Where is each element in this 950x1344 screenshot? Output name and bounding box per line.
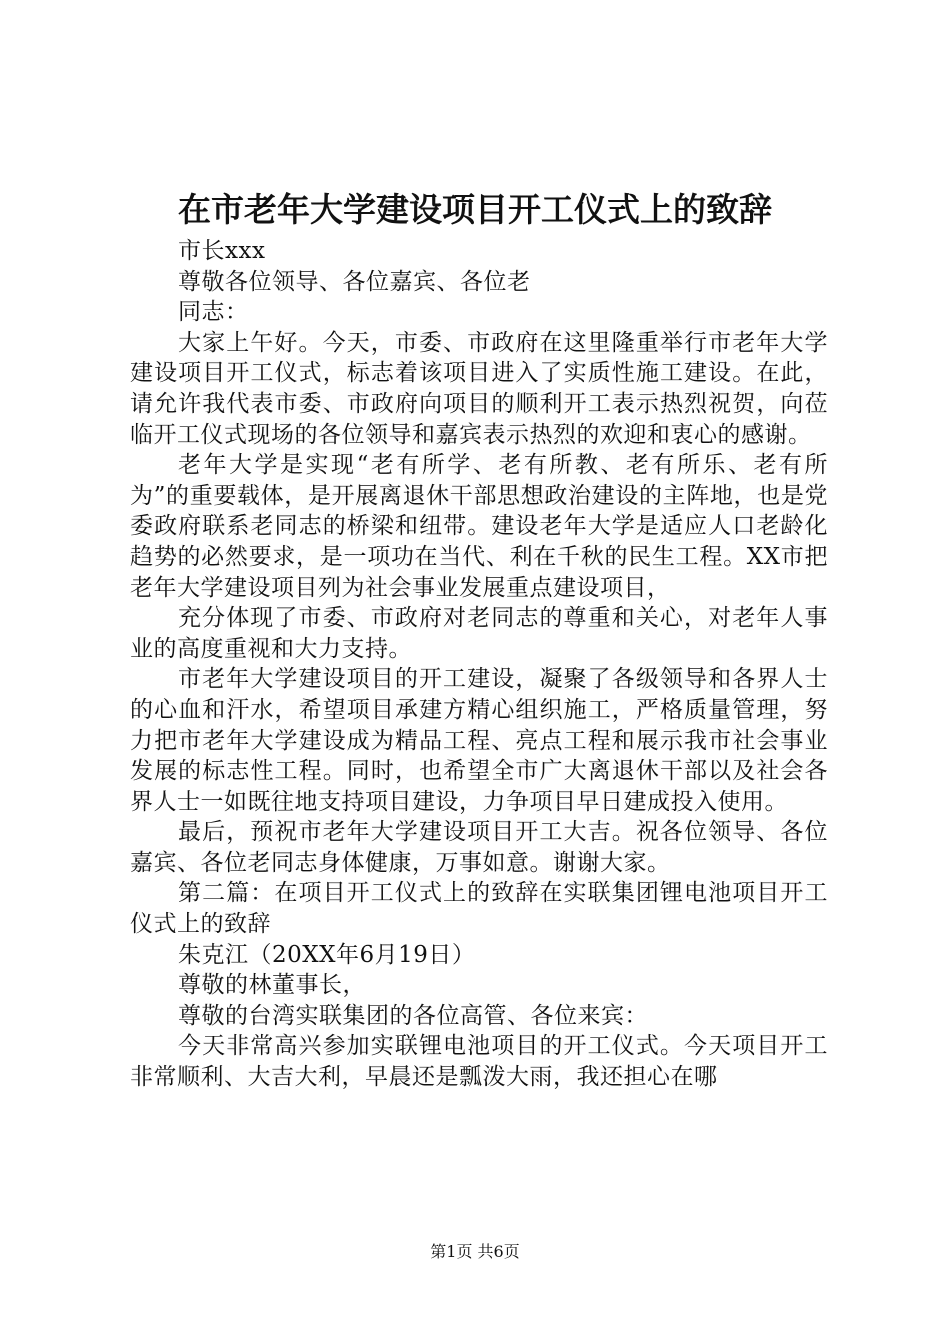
salutation-line: 尊敬的林董事长，: [178, 972, 366, 999]
section-heading: 第二篇：在项目开工仪式上的致辞在实联集团锂电池项目开工仪式上的致辞: [130, 880, 828, 938]
body-paragraph: 最后，预祝市老年大学建设项目开工大吉。祝各位领导、各位嘉宾、各位老同志身体健康，万事如意。谢谢大家。: [130, 819, 828, 876]
body-paragraph: 充分体现了市委、市政府对老同志的尊重和关心，对老年人事业的高度重视和大力支持。: [130, 605, 828, 662]
body-paragraph: 老年大学是实现“老有所学、老有所教、老有所乐、老有所为”的重要载体，是开展离退休干部思想政治建设的主阵地，也是党委政府联系老同志的桥梁和纽带。建设老年大学是适应人口老龄化趋势的必然要求，是一项功在当代、利在千秋的民生工程。XX市把老年大学建设项目列为社会事业发展重点建设项目，: [130, 452, 828, 601]
document-body: [130, 236, 828, 1093]
body-paragraph: 今天非常高兴参加实联锂电池项目的开工仪式。今天项目开工非常顺利、大吉大利，早晨还是瓢泼大雨，我还担心在哪: [130, 1033, 828, 1091]
body-paragraph: 市老年大学建设项目的开工建设，凝聚了各级领导和各界人士的心血和汗水，希望项目承建方精心组织施工，严格质量管理，努力把市老年大学建设成为精品工程、亮点工程和展示我市社会事业发展的标志性工程。同时，也希望全市广大离退休干部以及社会各界人士一如既往地支持项目建设，力争项目早日建成投入使用。: [130, 666, 828, 815]
page-number-footer: 第1页 共6页: [430, 1242, 520, 1261]
body-paragraph: 大家上午好。今天，市委、市政府在这里隆重举行市老年大学建设项目开工仪式，标志着该项目进入了实质性施工建设。在此，请允许我代表市委、市政府向项目的顺利开工表示热烈祝贺，向莅临开工仪式现场的各位领导和嘉宾表示热烈的欢迎和衷心的感谢。: [130, 329, 828, 448]
salutation-line: 尊敬各位领导、各位嘉宾、各位老: [178, 268, 531, 295]
author-line: 市长xxx: [178, 238, 266, 264]
document-title: 在市老年大学建设项目开工仪式上的致辞: [178, 190, 772, 229]
speaker-date-line: 朱克江（20XX年6月19日）: [178, 941, 476, 968]
salutation-continuation: 同志：: [178, 299, 249, 326]
salutation-line: 尊敬的台湾实联集团的各位高管、各位来宾：: [178, 1002, 648, 1029]
